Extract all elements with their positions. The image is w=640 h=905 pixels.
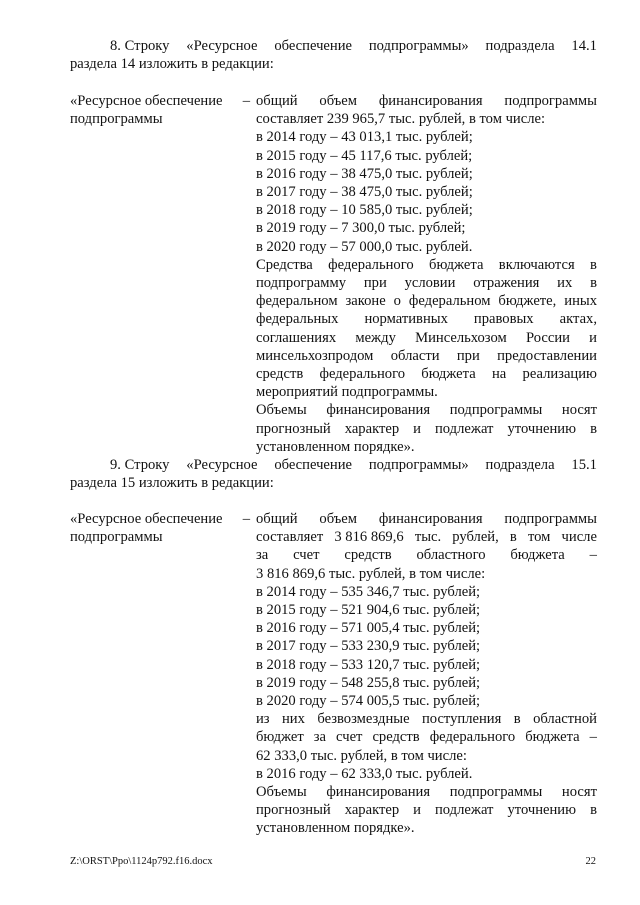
text-word: соглашениях: [256, 329, 337, 346]
text-word: минсельхозпродом: [256, 347, 374, 364]
text-line: [256, 365, 597, 383]
text-word: составляет: [256, 529, 324, 546]
text-word: федеральном: [256, 293, 338, 310]
text-line: в 2015 году – 521 904,6 тыс. рублей;: [256, 602, 481, 619]
text-line: [256, 310, 597, 328]
text-line: [256, 292, 597, 310]
text-word: подлежат: [435, 420, 494, 437]
text-word: тыс.: [414, 529, 442, 546]
intro-word: обеспечение: [274, 457, 352, 473]
text-word: области: [390, 347, 440, 364]
text-word: подпрограммы: [449, 402, 543, 419]
text-word: за: [313, 729, 327, 746]
section-9-left-label: [70, 510, 250, 546]
text-word: бюджете,: [498, 293, 557, 310]
text-word: финансирования: [378, 511, 483, 527]
text-word: в: [590, 802, 597, 819]
text-word: областной: [533, 711, 597, 728]
text-word: между: [355, 329, 396, 346]
text-word: том: [527, 529, 551, 546]
text-word: прогнозный: [256, 420, 331, 437]
text-word: счет: [336, 729, 363, 746]
text-word: бюджета: [510, 547, 565, 564]
text-word: федерального: [328, 256, 414, 273]
text-word: федеральном: [408, 293, 491, 310]
footer-page-number: 22: [585, 856, 596, 867]
text-line: в 2015 году – 45 117,6 тыс. рублей;: [256, 147, 473, 164]
text-word: бюджета: [421, 366, 476, 383]
text-word: предоставлении: [497, 347, 597, 364]
text-word: из: [256, 711, 270, 728]
text-word: бюджет: [256, 729, 304, 746]
text-word: и: [413, 802, 421, 819]
left-label-subtitle: подпрограммы: [70, 529, 163, 546]
text-word: финансирования: [378, 93, 483, 109]
section-9-intro: [70, 456, 597, 492]
text-line: [256, 420, 597, 438]
text-word: –: [589, 729, 597, 746]
section-8-intro-line-2: раздела 14 изложить в редакции:: [70, 56, 274, 73]
text-line: [256, 510, 597, 528]
text-word: средств: [256, 366, 304, 383]
text-word: уточнению: [507, 420, 577, 437]
text-word: характер: [344, 420, 400, 437]
text-word: общий: [256, 93, 298, 109]
text-word: Объемы: [256, 402, 307, 419]
text-line: в 2018 году – 533 120,7 тыс. рублей;: [256, 656, 481, 673]
text-word: при: [456, 347, 480, 364]
text-word: подпрограммы: [449, 784, 543, 801]
text-line: [256, 710, 597, 728]
text-line: [256, 728, 597, 746]
intro-word: «Ресурсное: [186, 38, 258, 54]
text-word: законе: [345, 293, 386, 310]
text-line: в 2017 году – 38 475,0 тыс. рублей;: [256, 184, 473, 201]
text-word: средств: [344, 547, 392, 564]
text-line: в 2020 году – 574 005,5 тыс. рублей;: [256, 693, 481, 710]
section-9-intro-line-2: раздела 15 изложить в редакции:: [70, 475, 274, 492]
text-line: в 2018 году – 10 585,0 тыс. рублей;: [256, 202, 473, 219]
text-word: о: [393, 293, 401, 310]
section-8-intro: [70, 37, 597, 73]
intro-word: 9. Строку: [110, 457, 170, 473]
text-line: [256, 256, 597, 274]
section-9-intro-line-1: [70, 456, 597, 474]
text-line: составляет 239 965,7 тыс. рублей, в том числе:: [256, 111, 546, 128]
text-word: средств: [372, 729, 420, 746]
text-line: [256, 801, 597, 819]
left-label-subtitle: подпрограммы: [70, 111, 163, 128]
text-word: актах,: [559, 311, 597, 328]
text-word: в: [509, 529, 517, 546]
text-word: 3 816 869,6: [334, 529, 404, 546]
text-line: в 2016 году – 38 475,0 тыс. рублей;: [256, 165, 473, 182]
text-word: –: [589, 547, 597, 564]
left-label-dash: –: [242, 511, 250, 527]
intro-word: «Ресурсное: [186, 457, 258, 473]
text-line: мероприятий подпрограммы.: [256, 384, 438, 401]
text-word: общий: [256, 511, 298, 527]
text-line: 62 333,0 тыс. рублей, в том числе:: [256, 747, 467, 764]
text-word: объем: [319, 93, 358, 109]
text-line: в 2016 году – 62 333,0 тыс. рублей.: [256, 765, 473, 782]
text-word: правовых: [473, 311, 534, 328]
section-8-left-label: [70, 92, 250, 128]
text-word: носят: [561, 402, 597, 419]
text-word: носят: [561, 784, 597, 801]
left-label-title: «Ресурсное обеспечение: [70, 93, 223, 109]
text-word: отражения: [473, 275, 540, 292]
text-word: федеральных: [256, 311, 339, 328]
text-word: областного: [416, 547, 486, 564]
text-line: в 2019 году – 7 300,0 тыс. рублей;: [256, 220, 466, 237]
text-word: подпрограмму: [256, 275, 347, 292]
text-word: в: [590, 256, 597, 273]
text-line: в 2014 году – 535 346,7 тыс. рублей;: [256, 583, 481, 600]
text-word: финансирования: [326, 402, 431, 419]
text-word: федерального: [429, 729, 516, 746]
intro-word: подраздела: [485, 38, 555, 54]
text-word: характер: [344, 802, 400, 819]
text-word: поступления: [421, 711, 502, 728]
text-line: установленном порядке».: [256, 438, 415, 455]
text-word: и: [413, 420, 421, 437]
text-line: в 2017 году – 533 230,9 тыс. рублей;: [256, 638, 481, 655]
text-word: их: [557, 275, 573, 292]
text-word: федерального: [319, 366, 406, 383]
text-word: условии: [404, 275, 456, 292]
text-word: реализацию: [522, 366, 597, 383]
text-line: [256, 401, 597, 419]
text-word: подлежат: [435, 802, 494, 819]
text-line: в 2019 году – 548 255,8 тыс. рублей;: [256, 674, 481, 691]
text-word: на: [491, 366, 507, 383]
section-8-right-text: [256, 92, 597, 456]
text-word: за: [256, 547, 269, 564]
text-line: в 2020 году – 57 000,0 тыс. рублей.: [256, 238, 473, 255]
text-line: [256, 274, 597, 292]
left-label-title: «Ресурсное обеспечение: [70, 511, 223, 527]
text-word: в: [513, 711, 521, 728]
intro-word: 15.1: [571, 457, 597, 473]
section-9-right-text: [256, 510, 597, 838]
text-line: [256, 783, 597, 801]
text-word: и: [589, 329, 597, 346]
text-word: подпрограммы: [504, 93, 597, 109]
text-word: подпрограммы: [504, 511, 597, 527]
text-word: уточнению: [507, 802, 577, 819]
text-word: бюджета: [429, 256, 484, 273]
text-line: установленном порядке».: [256, 820, 415, 837]
text-word: рублей,: [452, 529, 499, 546]
footer-file-path: Z:\ORST\Ppo\1124p792.f16.docx: [70, 856, 213, 867]
text-line: 3 816 869,6 тыс. рублей, в том числе:: [256, 565, 486, 582]
text-line: в 2016 году – 571 005,4 тыс. рублей;: [256, 620, 481, 637]
text-line: [256, 546, 597, 564]
text-word: счет: [293, 547, 320, 564]
text-line: [256, 528, 597, 546]
text-word: финансирования: [326, 784, 431, 801]
left-label-dash: –: [242, 93, 250, 109]
text-word: нормативных: [364, 311, 448, 328]
text-word: включаются: [498, 256, 575, 273]
text-word: числе: [561, 529, 597, 546]
text-line: в 2014 году – 43 013,1 тыс. рублей;: [256, 129, 473, 146]
section-8-intro-line-1: [70, 37, 597, 55]
text-word: Средства: [256, 256, 313, 273]
text-word: в: [590, 420, 597, 437]
text-line: [256, 347, 597, 365]
text-word: в: [590, 275, 597, 292]
intro-word: 14.1: [571, 38, 597, 54]
text-word: Объемы: [256, 784, 307, 801]
text-word: безвозмездные: [317, 711, 410, 728]
text-word: бюджета: [525, 729, 580, 746]
text-word: них: [282, 711, 305, 728]
intro-word: подпрограммы»: [368, 457, 469, 473]
intro-word: подпрограммы»: [368, 38, 469, 54]
intro-word: обеспечение: [274, 38, 352, 54]
text-line: [256, 329, 597, 347]
text-word: прогнозный: [256, 802, 331, 819]
text-word: иных: [564, 293, 597, 310]
intro-word: 8. Строку: [110, 38, 170, 54]
text-line: [256, 92, 597, 110]
text-word: при: [363, 275, 387, 292]
text-word: Минсельхозом: [415, 329, 507, 346]
intro-word: подраздела: [485, 457, 555, 473]
text-word: объем: [319, 511, 358, 527]
text-word: России: [525, 329, 570, 346]
